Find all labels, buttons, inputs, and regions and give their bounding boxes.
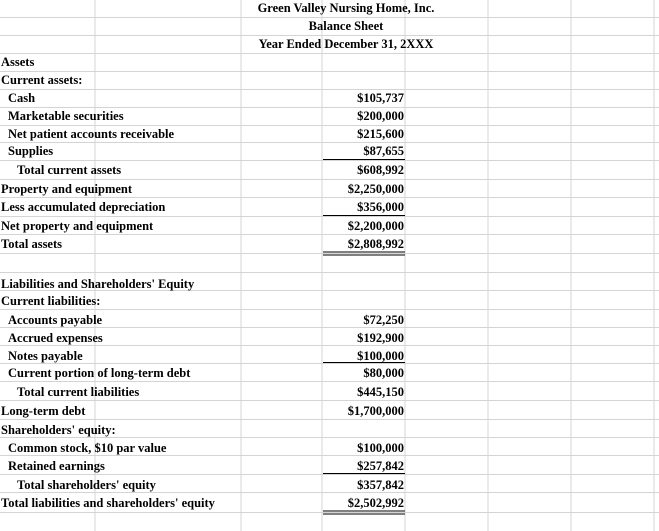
accrued-expenses-label: Accrued expenses — [8, 331, 103, 345]
total-current-assets-value: $608,992 — [357, 163, 404, 177]
total-assets-value: $2,808,992 — [347, 237, 404, 251]
cash-label: Cash — [8, 91, 36, 105]
marketable-securities-label: Marketable securities — [8, 109, 124, 123]
depreciation-value: $356,000 — [357, 200, 404, 214]
net-property-label: Net property and equipment — [1, 219, 154, 233]
total-current-assets-label: Total current assets — [17, 163, 122, 177]
total-equity-label: Total shareholders' equity — [17, 478, 156, 492]
grand-total-label: Total liabilities and shareholders' equity — [1, 496, 215, 510]
current-ltd-value: $80,000 — [363, 366, 404, 380]
current-liabilities-heading: Current liabilities: — [1, 294, 101, 308]
current-assets-heading: Current assets: — [1, 73, 83, 87]
long-term-debt-value: $1,700,000 — [347, 404, 404, 418]
retained-earnings-label: Retained earnings — [8, 459, 105, 473]
retained-earnings-value: $257,842 — [357, 459, 404, 473]
property-label: Property and equipment — [1, 182, 133, 196]
property-value: $2,250,000 — [347, 182, 404, 196]
net-property-value: $2,200,000 — [347, 219, 404, 233]
receivables-label: Net patient accounts receivable — [8, 127, 175, 141]
receivables-value: $215,600 — [357, 127, 404, 141]
supplies-value: $87,655 — [363, 144, 404, 158]
notes-payable-value: $100,000 — [357, 349, 404, 363]
long-term-debt-label: Long-term debt — [1, 404, 86, 418]
common-stock-label: Common stock, $10 par value — [8, 441, 167, 455]
cash-value: $105,737 — [357, 91, 404, 105]
total-current-liabilities-label: Total current liabilities — [17, 385, 140, 399]
accounts-payable-label: Accounts payable — [8, 313, 103, 327]
assets-heading: Assets — [1, 55, 35, 69]
marketable-securities-value: $200,000 — [357, 109, 404, 123]
statement-title: Balance Sheet — [308, 19, 384, 33]
company-name: Green Valley Nursing Home, Inc. — [257, 1, 435, 15]
accrued-expenses-value: $192,900 — [357, 331, 404, 345]
statement-period: Year Ended December 31, 2XXX — [258, 37, 434, 51]
supplies-label: Supplies — [8, 144, 54, 158]
liabilities-heading: Liabilities and Shareholders' Equity — [1, 277, 195, 291]
total-equity-value: $357,842 — [357, 478, 404, 492]
accounts-payable-value: $72,250 — [363, 313, 404, 327]
depreciation-label: Less accumulated depreciation — [1, 200, 166, 214]
notes-payable-label: Notes payable — [8, 349, 83, 363]
total-current-liabilities-value: $445,150 — [357, 385, 404, 399]
current-ltd-label: Current portion of long-term debt — [8, 366, 191, 380]
total-assets-label: Total assets — [1, 237, 63, 251]
grand-total-value: $2,502,992 — [347, 496, 404, 510]
common-stock-value: $100,000 — [357, 441, 404, 455]
equity-heading: Shareholders' equity: — [1, 423, 116, 437]
